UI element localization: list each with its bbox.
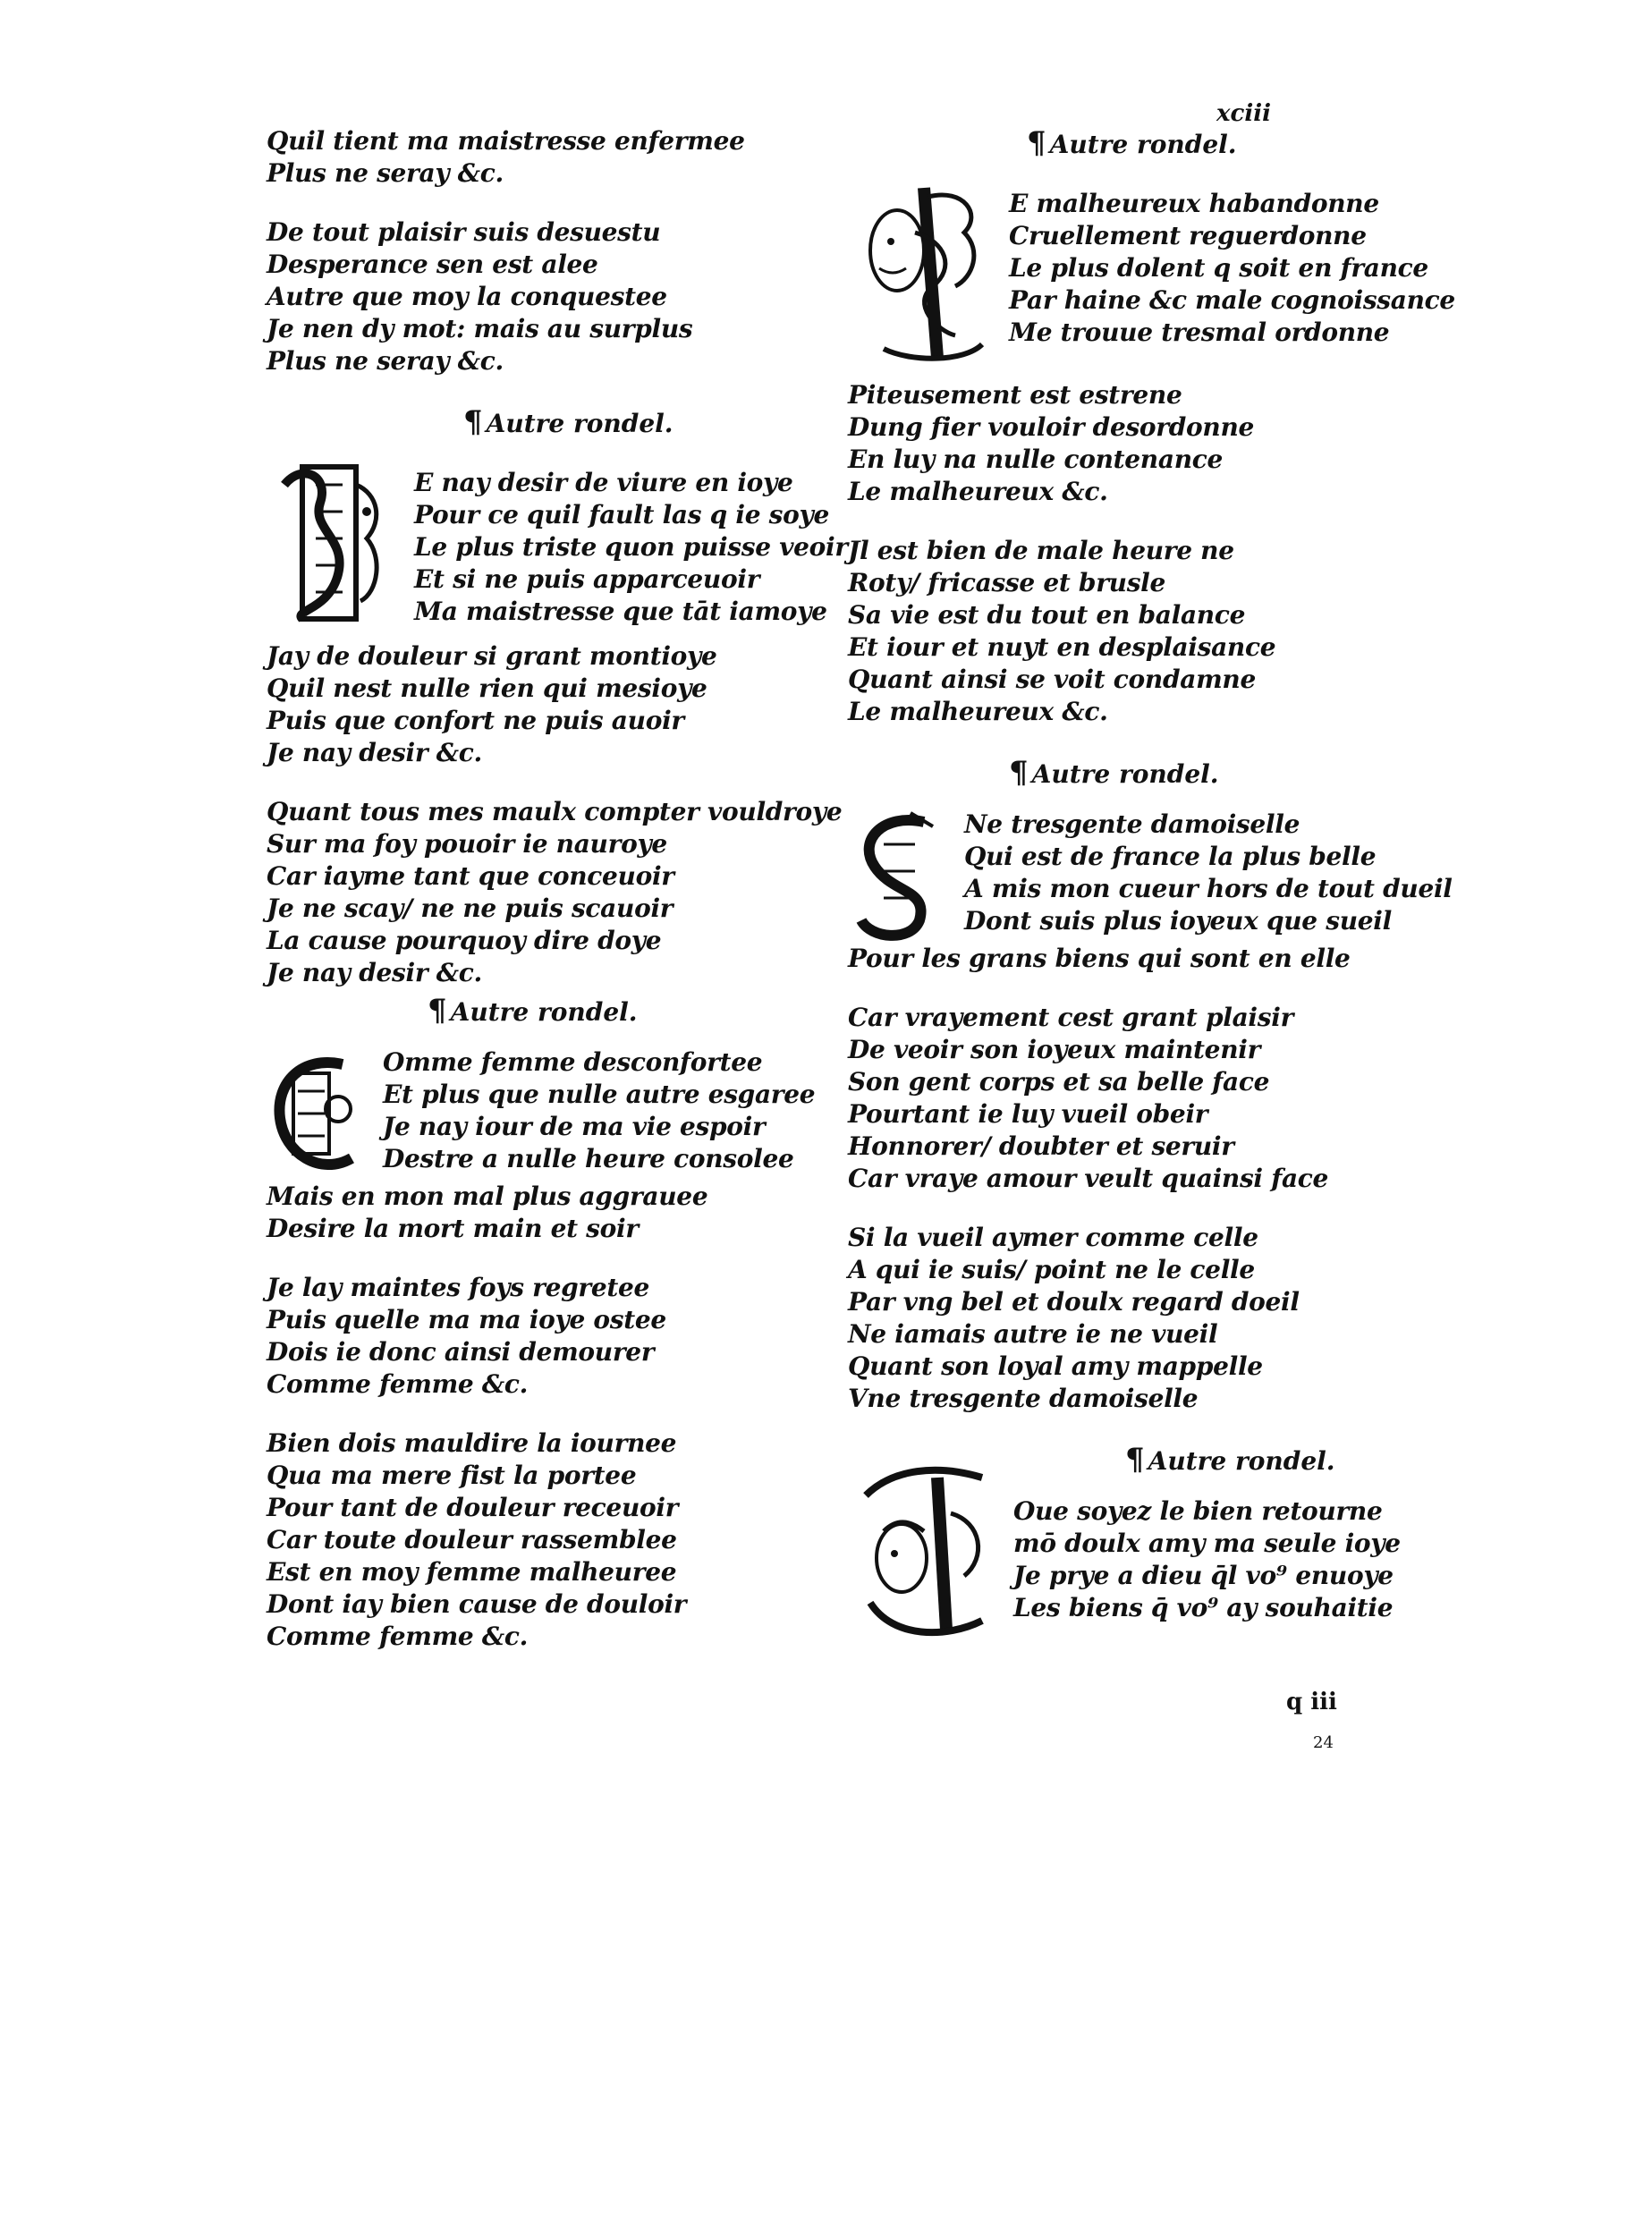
initial-stanza: [848, 809, 1453, 943]
verse-line: En luy na nulle contenance: [848, 445, 1224, 474]
verse-line: Car toute douleur rassemblee: [267, 1525, 677, 1554]
verse-line: Est en moy femme malheuree: [267, 1557, 677, 1587]
stanza: [267, 1272, 839, 1401]
verse-line: Ma maistresse que tāt iamoye: [414, 597, 827, 626]
verse-line: Autre que moy la conquestee: [267, 282, 667, 311]
verse-line: Comme femme &c.: [267, 1622, 529, 1651]
verse-line: Par vng bel et doulx regard doeil: [848, 1287, 1300, 1317]
verse-line: Quant ainsi se voit condamne: [848, 665, 1257, 694]
verse-line: Plus ne seray &c.: [267, 158, 504, 188]
decorated-initial-icon: [848, 179, 991, 367]
verse-line: Desperance sen est alee: [267, 250, 598, 279]
verse-line: E nay desir de viure en ioye: [414, 468, 793, 497]
stanza: [267, 125, 839, 190]
verse-line: Car iayme tant que conceuoir: [267, 861, 674, 891]
verse-line: Je nen dy mot: mais au surplus: [267, 314, 693, 343]
left-column: [267, 125, 848, 1680]
verse-line: Jay de douleur si grant montioye: [267, 641, 717, 671]
verse-line: Destre a nulle heure consolee: [383, 1144, 794, 1173]
stanza: [848, 1222, 1420, 1415]
verse-line: Je nay desir &c.: [267, 958, 482, 987]
verse-line: Dont suis plus ioyeux que sueil: [964, 906, 1392, 936]
initial-stanza: [848, 179, 1455, 367]
pilcrow-icon: ¶: [463, 404, 483, 440]
rondel-heading: [267, 404, 839, 442]
stanza: [267, 1427, 839, 1653]
verse-line: Car vrayement cest grant plaisir: [848, 1003, 1294, 1032]
verse-line: Je lay maintes foys regretee: [267, 1273, 650, 1302]
decorated-initial-icon: [267, 458, 396, 628]
verse-line: Ne tresgente damoiselle: [964, 809, 1300, 839]
stanza: [267, 640, 839, 769]
initial-stanza: [267, 1046, 839, 1181]
pilcrow-icon: ¶: [1027, 125, 1046, 161]
stanza: [848, 379, 1420, 508]
page-number: 24: [1313, 1733, 1334, 1752]
decorated-initial-icon: [848, 809, 946, 943]
stanza: [848, 1002, 1420, 1195]
verse-line: Quil nest nulle rien qui mesioye: [267, 673, 707, 703]
verse-line: Bien dois mauldire la iournee: [267, 1428, 677, 1458]
verse-line: Oue soyez le bien retourne: [1013, 1496, 1383, 1526]
initial-lines: [1009, 179, 1455, 349]
verse-line: mō doulx amy ma seule ioye: [1013, 1529, 1401, 1558]
stanza: [267, 1181, 839, 1245]
verse-line: Me trouue tresmal ordonne: [1009, 318, 1390, 347]
initial-lines: [964, 809, 1453, 937]
verse-line: Piteusement est estrene: [848, 380, 1182, 410]
verse-line: Quant son loyal amy mappelle: [848, 1351, 1263, 1381]
verse-line: Pour tant de douleur receuoir: [267, 1493, 679, 1522]
verse-line: Cruellement reguerdonne: [1009, 221, 1367, 250]
verse-line: Omme femme desconfortee: [383, 1047, 763, 1077]
verse-line: Sur ma foy pouoir ie nauroye: [267, 829, 667, 859]
verse-line: Comme femme &c.: [267, 1369, 529, 1399]
verse-line: Le malheureux &c.: [848, 697, 1108, 726]
verse-line: Sa vie est du tout en balance: [848, 600, 1246, 630]
heading-text: Autre rondel.: [1031, 759, 1219, 789]
pilcrow-icon: ¶: [1125, 1442, 1145, 1478]
verse-line: Le plus triste quon puisse veoir: [414, 532, 848, 562]
verse-line: Je nay iour de ma vie espoir: [383, 1112, 766, 1141]
stanza: [267, 796, 843, 989]
verse-line: Et iour et nuyt en desplaisance: [848, 632, 1276, 662]
verse-line: Par haine &c male cognoissance: [1009, 285, 1455, 315]
verse-line: A mis mon cueur hors de tout dueil: [964, 874, 1453, 903]
initial-lines: [1013, 1495, 1401, 1624]
right-column: [848, 125, 1455, 1651]
verse-line: Vne tresgente damoiselle: [848, 1384, 1199, 1413]
verse-line: Si la vueil aymer comme celle: [848, 1223, 1258, 1252]
verse-line: E malheureux habandonne: [1009, 189, 1379, 218]
verse-line: De veoir son ioyeux maintenir: [848, 1035, 1261, 1064]
heading-text: Autre rondel.: [1049, 130, 1237, 159]
verse-line: De tout plaisir suis desuestu: [267, 217, 661, 247]
verse-line: Le malheureux &c.: [848, 477, 1108, 506]
verse-line: Mais en mon mal plus aggrauee: [267, 1182, 708, 1211]
rondel-heading: [267, 993, 839, 1030]
initial-lines: [383, 1046, 815, 1175]
verse-line: Et plus que nulle autre esgaree: [383, 1080, 816, 1109]
verse-line: Je ne scay/ ne ne puis scauoir: [267, 894, 674, 923]
verse-line: Dung fier vouloir desordonne: [848, 412, 1255, 442]
verse-line: A qui ie suis/ point ne le celle: [848, 1255, 1255, 1284]
verse-line: Puis que confort ne puis auoir: [267, 706, 684, 735]
verse-line: Ne iamais autre ie ne vueil: [848, 1319, 1218, 1349]
heading-text: Autre rondel.: [450, 997, 638, 1027]
verse-line: Pour ce quil fault las q ie soye: [414, 500, 830, 529]
verse-line: Puis quelle ma ma ioye ostee: [267, 1305, 666, 1334]
verse-line: Desire la mort main et soir: [267, 1214, 639, 1243]
verse-line: Quil tient ma maistresse enfermee: [267, 126, 745, 156]
verse-line: Roty/ fricasse et brusle: [848, 568, 1166, 597]
initial-stanza: [267, 458, 848, 628]
heading-text: Autre rondel.: [486, 409, 674, 438]
verse-line: Plus ne seray &c.: [267, 346, 504, 376]
verse-line: Dois ie donc ainsi demourer: [267, 1337, 655, 1367]
initial-stanza: [848, 1495, 1420, 1639]
pilcrow-icon: ¶: [1009, 755, 1029, 791]
verse-line: Jl est bien de male heure ne: [848, 536, 1234, 565]
stanza: [848, 535, 1420, 728]
verse-line: Honnorer/ doubter et seruir: [848, 1131, 1234, 1161]
initial-lines: [414, 458, 848, 628]
rondel-heading: [848, 755, 1420, 792]
verse-line: Et si ne puis apparceuoir: [414, 564, 760, 594]
verse-line: Car vraye amour veult quainsi face: [848, 1164, 1329, 1193]
stanza: [267, 216, 839, 377]
pilcrow-icon: ¶: [428, 993, 447, 1029]
signature-mark: q iii: [1286, 1689, 1337, 1715]
verse-line: Son gent corps et sa belle face: [848, 1067, 1270, 1097]
verse-line: La cause pourquoy dire doye: [267, 926, 662, 955]
verse-line: Quant tous mes maulx compter vouldroye: [267, 797, 843, 826]
verse-line: Pour les grans biens qui sont en elle: [848, 944, 1351, 973]
stanza: [848, 943, 1420, 975]
verse-line: Qui est de france la plus belle: [964, 842, 1377, 871]
rondel-heading: [848, 125, 1420, 163]
decorated-initial-icon: [848, 1460, 995, 1639]
verse-line: Le plus dolent q soit en france: [1009, 253, 1428, 283]
verse-line: Qua ma mere fist la portee: [267, 1461, 637, 1490]
heading-text: Autre rondel.: [1148, 1446, 1335, 1476]
verse-line: Je prye a dieu q̄l vo⁹ enuoye: [1013, 1561, 1394, 1590]
decorated-initial-icon: [267, 1046, 365, 1181]
verse-line: Je nay desir &c.: [267, 738, 482, 767]
verse-line: Dont iay bien cause de douloir: [267, 1589, 687, 1619]
folio-number: xciii: [1216, 100, 1271, 127]
verse-line: Les biens q̄ vo⁹ ay souhaitie: [1013, 1593, 1394, 1622]
verse-line: Pourtant ie luy vueil obeir: [848, 1099, 1208, 1129]
